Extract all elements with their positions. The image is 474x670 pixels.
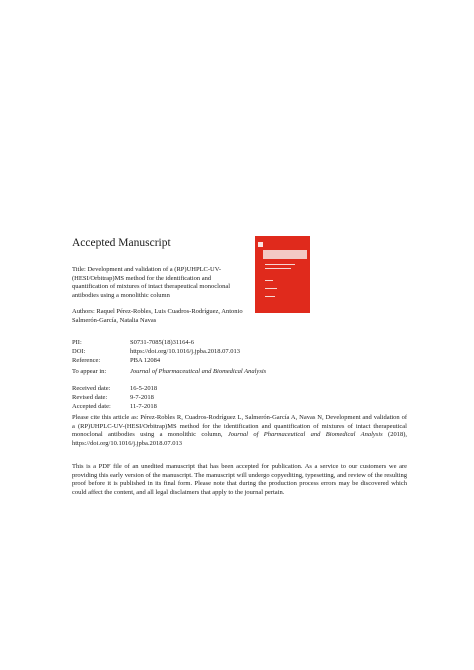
title-block [72, 266, 242, 300]
page-title: Accepted Manuscript [72, 237, 171, 249]
accepted-row [72, 402, 157, 411]
pii-row [72, 338, 240, 347]
pii-value: S0731-7085(18)31164-6 [130, 339, 195, 346]
reference-row [72, 356, 240, 365]
authors-block [72, 308, 247, 325]
dates-block [72, 384, 407, 411]
appear-in-block [72, 367, 407, 376]
citation-lead: Please cite this article as: Pérez-Robles R, Cuadros-Rodríguez L, Salmerón-García A, Navas N, Development and validation of a (RP)UHPLC-UV-(HESI/Orbitrap)MS method for the identification and quantification of mixtures of intact therapeutical monoclonal antibodies using a monolithic column, [72, 414, 407, 439]
received-value: 16-5-2018 [130, 385, 158, 392]
publisher-logo [258, 242, 263, 247]
authors-list: Raquel Pérez-Robles, Luis Cuadros-Rodríguez, Antonio Salmerón-García, Natalia Navas [72, 308, 243, 324]
identifiers-block [72, 338, 407, 365]
received-label: Received date: [72, 385, 111, 392]
authors-label: Authors: [72, 308, 95, 315]
revised-row [72, 393, 157, 402]
article-title: Development and validation of a (RP)UHPLC-UV-(HESI/Orbitrap)MS method for the identification and quantification of mixtures of intact therapeutical monoclonal antibodies using a monolithic column [72, 266, 231, 299]
doi-link[interactable]: https://doi.org/10.1016/j.jpba.2018.07.013 [130, 348, 241, 355]
cover-line [265, 268, 291, 269]
revised-label: Revised date: [72, 394, 108, 401]
citation-tail: (2018), https://doi.org/10.1016/j.jpba.2018.07.013 [72, 431, 407, 447]
doi-row [72, 347, 240, 356]
cover-line [265, 280, 273, 281]
notice-text: This is a PDF file of an unedited manuscript that has been accepted for publication. As a service to our customers we are providing this early version of the manuscript. The manuscript will undergo copyediting, typesetting, and review of the resulting proof before it is published in its final form. Please note that during the production process errors may be discovered which could affect the content, and all legal disclaimers that apply to the journal pertain. [72, 463, 407, 496]
cover-line [265, 264, 295, 265]
cover-title-band [263, 250, 307, 259]
title-label: Title: [72, 266, 86, 273]
appear-label: To appear in: [72, 368, 107, 375]
journal-cover-image [255, 236, 310, 313]
citation-journal: Journal of Pharmaceutical and Biomedical Analysis [227, 431, 383, 439]
cover-line [265, 296, 275, 297]
accepted-label: Accepted date: [72, 403, 111, 410]
reference-value: PBA 12084 [130, 357, 161, 364]
reference-label: Reference: [72, 357, 101, 364]
revised-value: 9-7-2018 [130, 394, 154, 401]
cover-line [265, 288, 277, 289]
received-row [72, 384, 157, 393]
notice-paragraph [72, 463, 407, 497]
doi-label: DOI: [72, 348, 86, 355]
journal-name: Journal of Pharmaceutical and Biomedical Analysis [130, 368, 267, 375]
accepted-value: 11-7-2018 [130, 403, 157, 410]
pii-label: PII: [72, 339, 82, 346]
citation-paragraph [72, 414, 407, 448]
